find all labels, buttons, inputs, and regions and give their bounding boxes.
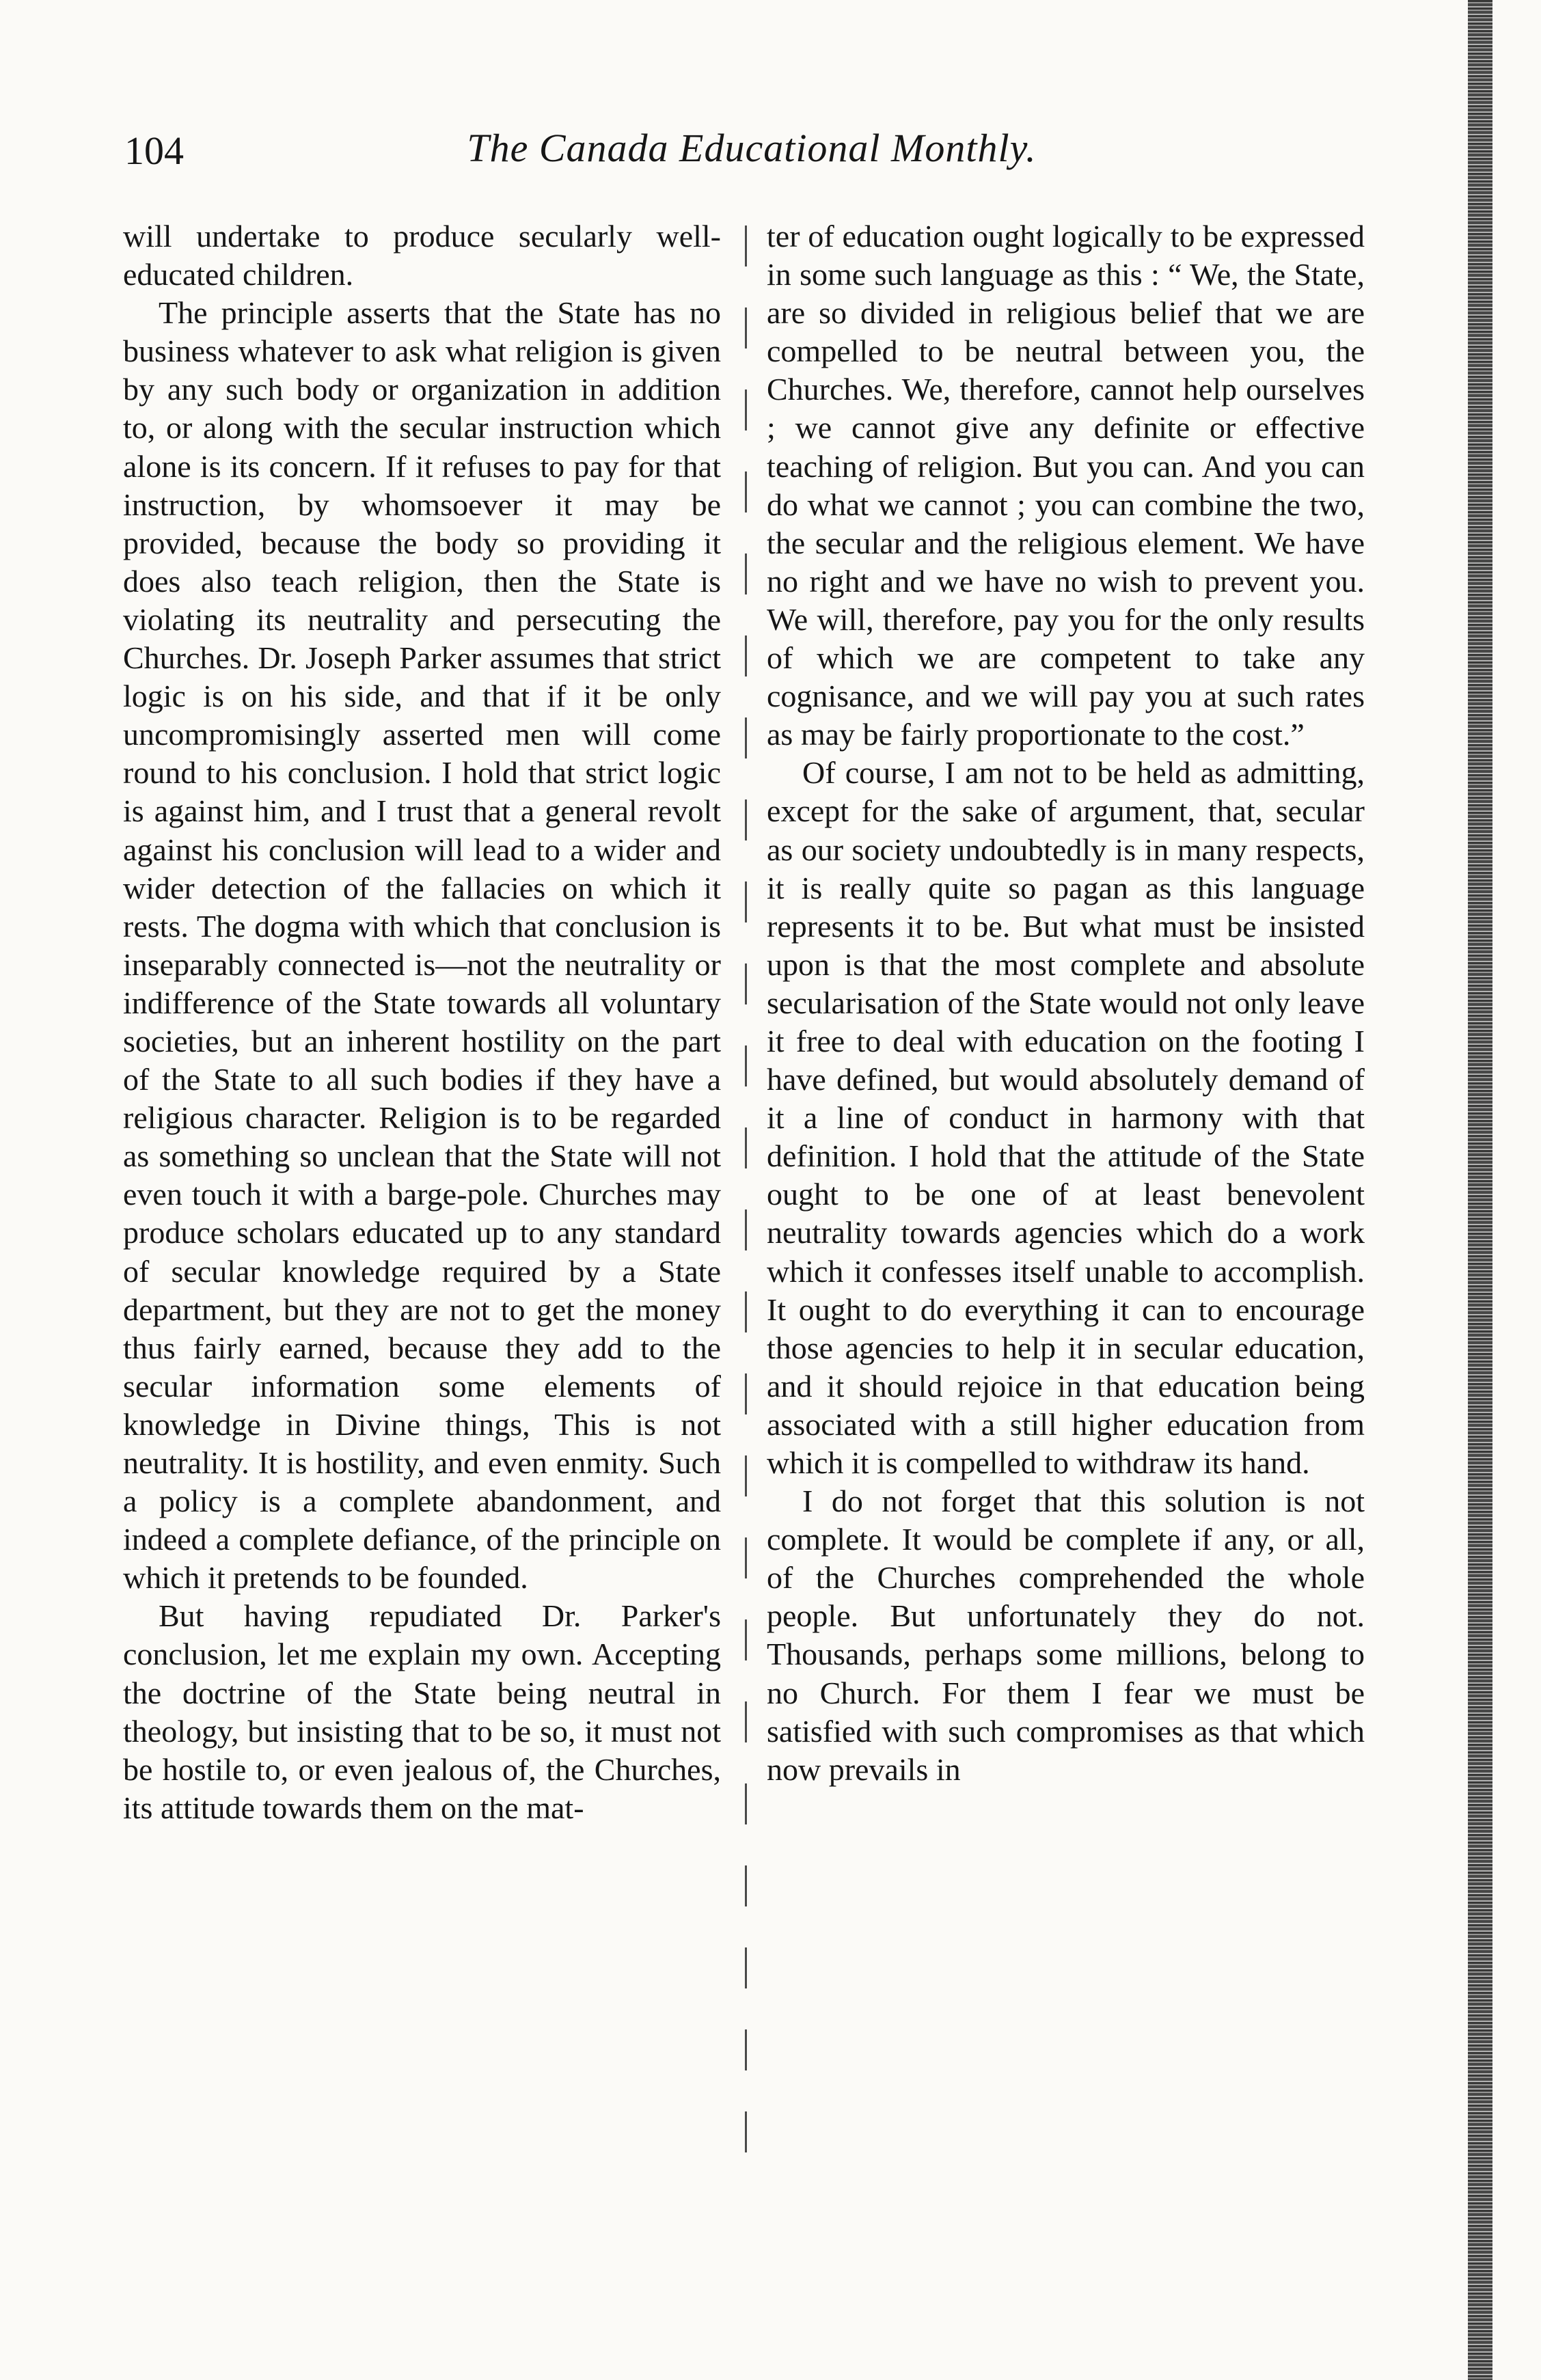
paragraph: I do not forget that this solution is not complete. It would be complete if any, or all, of the Churches comprehended the whole people. But unfortunately they do not. Thousands, perhaps some millions, belong to no Church. For them I fear we must be satisfied with such compromises as that which now prevails in [767, 1483, 1365, 1787]
running-title: The Canada Educational Monthly. [467, 126, 1037, 170]
paragraph: ter of education ought logically to be expressed in some such language as this : “ We, the State, are so divided in religious belief that we are compelled to be neutral between you, the Churches. We, therefore, cannot help ourselves ; we cannot give any definite or effective teaching of religion. But you can. And you can do what we cannot ; you can combine the two, the secular and the religious element. We have no right and we have no wish to prevent you. We will, therefore, pay you for the only results of which we are competent to take any cognisance, and we will pay you at such rates as may be fairly proportionate to the cost.” [767, 219, 1365, 752]
right-column [767, 217, 1365, 1789]
page-edge-texture [1468, 0, 1492, 2380]
column-rule [745, 225, 747, 2166]
paragraph: Of course, I am not to be held as admitting, except for the sake of argument, that, secular as our society undoubtedly is in many respects, it is really quite so pagan as this language represents it to be. But what must be insisted upon is that the most complete and absolute secularisation of the State would not only leave it free to deal with education on the footing I have defined, but would absolutely demand of it a line of conduct in harmony with that definition. I hold that the attitude of the State ought to be one of at least benevolent neutrality towards agencies which do a work which it confesses itself unable to accomplish. It ought to do everything it can to encourage those agencies to help it in secular education, and it should rejoice in that education being associated with a still higher education from which it is compelled to withdraw its hand. [767, 755, 1365, 1480]
left-column [123, 217, 721, 1827]
paragraph: will undertake to produce secularly well-educated children. [123, 219, 721, 292]
paragraph: But having repudiated Dr. Parker's conclusion, let me explain my own. Accepting the doctrine of the State being neutral in theology, but insisting that to be so, it must not be hostile to, or even jealous of, the Churches, its attitude towards them on the mat- [123, 1598, 721, 1825]
page-number: 104 [124, 128, 184, 173]
paragraph: The principle asserts that the State has no business whatever to ask what religion is given by any such body or organization in addition to, or along with the secular instruction which alone is its concern. If it refuses to pay for that instruction, by whomsoever it may be provided, because the body so providing it does also teach religion, then the State is violating its neutrality and persecuting the Churches. Dr. Joseph Parker assumes that strict logic is on his side, and that if it be only uncompromisingly asserted men will come round to his conclusion. I hold that strict logic is against him, and I trust that a general revolt against his conclusion will lead to a wider and wider detection of the fallacies on which it rests. The dogma with which that conclusion is inseparably connected is—not the neutrality or indifference of the State towards all voluntary societies, but an inherent hostility on the part of the State to all such bodies if they have a religious character. Religion is to be regarded as something so unclean that the State will not even touch it with a barge-pole. Churches may produce scholars educated up to any standard of secular knowledge required by a State department, but they are not to get the money thus fairly earned, because they add to the secular information some elements of knowledge in Divine things, This is not neutrality. It is hostility, and even enmity. Such a policy is a complete abandonment, and indeed a complete defiance, of the principle on which it pretends to be founded. [123, 295, 721, 1596]
